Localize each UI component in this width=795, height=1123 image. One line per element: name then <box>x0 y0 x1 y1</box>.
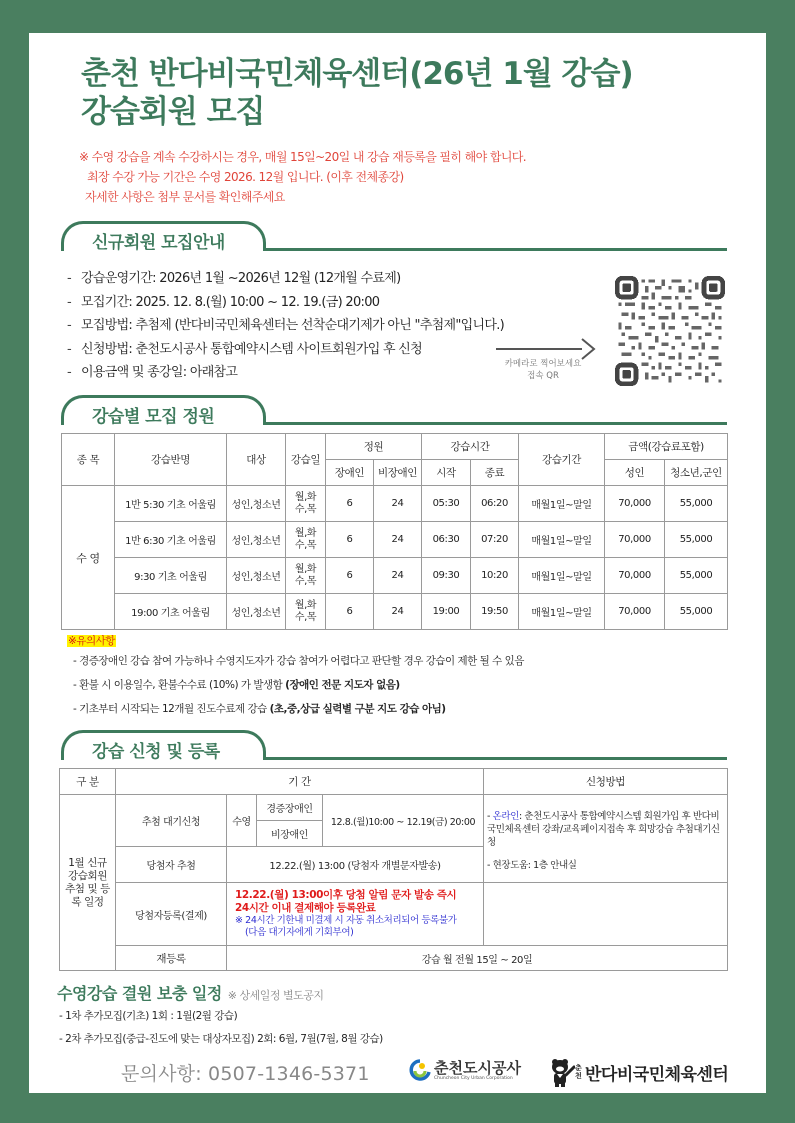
fee-adult-cell: 70,000 <box>605 522 665 558</box>
table-header-row <box>60 769 728 795</box>
caution-item-text: - 환불 시 이용일수, 환불수수료 (10%) 가 발생함 <box>73 679 286 691</box>
contact-info: 문의사항: 0507-1346-5371 <box>121 1063 370 1085</box>
end-cell: 06:20 <box>471 486 519 522</box>
lottery-period-cell: 12.8.(월)10:00 ~ 12.19(금) 20:00 <box>323 795 484 847</box>
header-category: 구 분 <box>60 769 116 795</box>
section-header-quota <box>61 395 727 425</box>
caution-item: - 경증장애인 강습 참여 가능하나 수영지도자가 강습 참여가 어렵다고 판단할 경우 강습이 제한 될 수 있음 <box>73 655 524 667</box>
days-cell <box>286 522 326 558</box>
info-item: - 모집방법: 추첨제 (반다비국민체육센터는 선착순대기제가 아닌 "추첨제"입니다.) <box>67 314 504 338</box>
fee-youth-cell: 55,000 <box>665 594 728 630</box>
method-online: - 온라인: 춘천도시공사 통합예약시스템 회원가입 후 반다비국민체육센터 강좌/교육페이지접속 후 희망강습 추첨대기신청 <box>487 810 720 848</box>
reregister-period-cell: 강습 월 전월 15일 ~ 20일 <box>227 946 728 971</box>
end-cell: 19:50 <box>471 594 519 630</box>
end-cell: 07:20 <box>471 522 519 558</box>
draw-period-cell: 12.22.(월) 13:00 (당첨자 개별문자발송) <box>227 847 484 883</box>
bear-mascot-icon <box>549 1057 575 1087</box>
class-name-cell: 9:30 기초 어울림 <box>115 558 227 594</box>
quota-disabled-cell: 6 <box>326 486 374 522</box>
chuncheon-urban-logo <box>408 1059 521 1081</box>
header-quota-disabled: 장애인 <box>326 460 374 486</box>
info-item: - 강습운영기간: 2026년 1월 ~2026년 12월 (12개월 수료제) <box>67 267 504 291</box>
header-time: 강습시간 <box>422 434 519 460</box>
section-header-registration <box>61 730 727 760</box>
title-line-1: 춘천 반다비국민체육센터(26년 1월 강습) <box>81 56 633 92</box>
days-line-1: 월,화 <box>294 491 317 503</box>
payment-period-cell <box>227 883 484 946</box>
header-sport: 종 목 <box>62 434 115 486</box>
sport-cell: 수 영 <box>62 486 115 630</box>
period-cell: 매월1일~말일 <box>519 594 605 630</box>
days-cell <box>286 486 326 522</box>
header-quota: 정원 <box>326 434 422 460</box>
supplement-item: - 2차 추가모집(중급-진도에 맞는 대상자모집) 2회: 6월, 7월(7월, 8월 강습) <box>59 1033 383 1045</box>
quota-disabled-cell: 6 <box>326 522 374 558</box>
target-cell: 성인,청소년 <box>227 522 286 558</box>
header-quota-nondisabled: 비장애인 <box>374 460 422 486</box>
page-title <box>81 55 633 131</box>
start-cell: 05:30 <box>422 486 471 522</box>
section-tab <box>61 730 266 760</box>
top-notes <box>79 147 526 207</box>
payment-warning-1: ※ 24시간 기한내 미결제 시 자동 취소처리되어 등록불가 <box>235 915 457 926</box>
org2-name: 반다비국민체육센터 <box>585 1064 729 1085</box>
supplement-list <box>59 1005 383 1051</box>
table-row <box>62 594 728 630</box>
class-name-cell: 1반 5:30 기초 어울림 <box>115 486 227 522</box>
period-cell: 매월1일~말일 <box>519 522 605 558</box>
qr-caption-line-2: 접속 QR <box>527 371 559 381</box>
class-name-cell: 19:00 기초 어울림 <box>115 594 227 630</box>
info-item: - 모집기간: 2025. 12. 8.(월) 10:00 ~ 12. 19.(금) 20:00 <box>67 291 504 315</box>
table-row <box>60 883 728 946</box>
caution-item <box>67 673 524 697</box>
header-fee: 금액(강습료포함) <box>605 434 728 460</box>
bandabi-logo <box>549 1057 728 1087</box>
header-end: 종료 <box>471 460 519 486</box>
qr-caption <box>489 358 597 382</box>
poster-panel <box>29 33 766 1093</box>
header-method: 신청방법 <box>484 769 728 795</box>
method-cell <box>484 795 728 883</box>
non-disabled-cell: 비장애인 <box>257 821 323 847</box>
online-text: : 춘천도시공사 통합예약시스템 회원가입 후 반다비국민체육센터 강좌/교육페이지접속 후 희망강습 추첨대기신청 <box>487 810 720 848</box>
info-item: - 이용금액 및 종강일: 아래참고 <box>67 361 504 385</box>
end-cell: 10:20 <box>471 558 519 594</box>
reregister-label-cell: 재등록 <box>116 946 227 971</box>
section-title: 강습 신청 및 등록 <box>92 742 220 762</box>
note-1: ※ 수영 강습을 계속 수강하시는 경우, 매월 15일~20일 내 강습 재등록을 필히 해야 합니다. <box>79 150 527 164</box>
fee-adult-cell: 70,000 <box>605 486 665 522</box>
days-line-1: 월,화 <box>294 599 317 611</box>
info-item: - 신청방법: 춘천도시공사 통합예약시스템 사이트회원가입 후 신청 <box>67 338 504 362</box>
table-header-row <box>62 434 728 460</box>
fee-youth-cell: 55,000 <box>665 486 728 522</box>
caution-item <box>67 697 524 721</box>
header-start: 시작 <box>422 460 471 486</box>
payment-label-cell: 당첨자등록(결제) <box>116 883 227 946</box>
payment-alert-2: 24시간 이내 결제해야 등록완료 <box>235 902 376 914</box>
header-fee-adult: 성인 <box>605 460 665 486</box>
section-divider <box>263 248 727 251</box>
fee-adult-cell: 70,000 <box>605 594 665 630</box>
org2-prefix: 춘천 <box>575 1064 582 1080</box>
quota-table <box>61 433 728 630</box>
fee-youth-cell: 55,000 <box>665 522 728 558</box>
start-cell: 19:00 <box>422 594 471 630</box>
period-cell: 매월1일~말일 <box>519 486 605 522</box>
table-row <box>62 486 728 522</box>
header-days: 강습일 <box>286 434 326 486</box>
qr-code-icon[interactable] <box>615 276 725 386</box>
caution-label: ※유의사항 <box>68 635 115 647</box>
supplement-item: - 1차 추가모집(기초) 1회 : 1월(2월 강습) <box>59 1010 238 1022</box>
header-class-name: 강습반명 <box>115 434 227 486</box>
table-row <box>62 558 728 594</box>
days-line-1: 월,화 <box>294 527 317 539</box>
quota-nondisabled-cell: 24 <box>374 594 422 630</box>
quota-nondisabled-cell: 24 <box>374 522 422 558</box>
section-header-recruit <box>61 221 727 251</box>
quota-disabled-cell: 6 <box>326 558 374 594</box>
group-label-cell: 1월 신규 강습회원 추첨 및 등록 일정 <box>60 795 116 971</box>
section-title: 강습별 모집 정원 <box>92 407 215 427</box>
supplement-heading <box>57 981 324 1004</box>
fee-adult-cell: 70,000 <box>605 558 665 594</box>
qr-caption-line-1: 카메라로 찍어보세요 <box>504 359 582 369</box>
target-cell: 성인,청소년 <box>227 486 286 522</box>
title-line-2: 강습회원 모집 <box>81 94 265 130</box>
note-2: 최장 수강 가능 기간은 수영 2026. 12월 입니다. (이후 전체종강) <box>87 170 404 184</box>
caution-notes <box>67 633 524 721</box>
chuncheon-urban-emblem-icon <box>408 1059 432 1081</box>
lottery-label-cell: 추첨 대기신청 <box>116 795 227 847</box>
supplement-note: ※ 상세일정 별도공지 <box>227 989 324 1002</box>
table-row <box>60 795 728 821</box>
header-target: 대상 <box>227 434 286 486</box>
payment-warning-2: (다음 대기자에게 기회부여) <box>245 927 354 938</box>
section-divider <box>263 422 727 425</box>
section-title: 신규회원 모집안내 <box>92 233 225 253</box>
start-cell: 06:30 <box>422 522 471 558</box>
empty-method-cell <box>484 883 728 946</box>
lottery-sport-cell: 수영 <box>227 795 257 847</box>
org1-english: Chuncheon City Urban Corporation <box>434 1075 513 1081</box>
start-cell: 09:30 <box>422 558 471 594</box>
quota-nondisabled-cell: 24 <box>374 558 422 594</box>
registration-table <box>59 768 728 971</box>
target-cell: 성인,청소년 <box>227 558 286 594</box>
quota-disabled-cell: 6 <box>326 594 374 630</box>
online-label: 온라인 <box>492 810 519 822</box>
caution-item-text: - 기초부터 시작되는 12개월 진도수료제 강습 <box>73 703 270 715</box>
days-cell <box>286 594 326 630</box>
note-3: 자세한 사항은 첨부 문서를 확인해주세요 <box>85 190 285 204</box>
header-period: 강습기간 <box>519 434 605 486</box>
caution-item-bold: (장애인 전문 지도자 없음) <box>285 679 400 691</box>
section-divider <box>263 757 727 760</box>
caution-item-bold: (초,중,상급 실력별 구분 지도 강습 아님) <box>269 703 446 715</box>
period-cell: 매월1일~말일 <box>519 558 605 594</box>
class-name-cell: 1반 6:30 기초 어울림 <box>115 522 227 558</box>
table-row <box>62 522 728 558</box>
payment-alert-1: 12.22.(월) 13:00이후 당첨 알림 문자 발송 즉시 <box>235 889 457 901</box>
org1-name: 춘천도시공사 <box>434 1058 521 1077</box>
header-fee-youth: 청소년,군인 <box>665 460 728 486</box>
days-line-2: 수,목 <box>294 611 317 623</box>
days-cell <box>286 558 326 594</box>
days-line-2: 수,목 <box>294 575 317 587</box>
days-line-2: 수,목 <box>294 539 317 551</box>
quota-nondisabled-cell: 24 <box>374 486 422 522</box>
mild-disabled-cell: 경증장애인 <box>257 795 323 821</box>
table-row <box>60 946 728 971</box>
recruit-info-list <box>67 267 504 385</box>
method-onsite: - 현장도움: 1층 안내실 <box>487 859 577 871</box>
draw-label-cell: 당첨자 추첨 <box>116 847 227 883</box>
days-line-1: 월,화 <box>294 563 317 575</box>
header-period: 기 간 <box>116 769 484 795</box>
days-line-2: 수,목 <box>294 503 317 515</box>
fee-youth-cell: 55,000 <box>665 558 728 594</box>
section-tab <box>61 395 266 425</box>
target-cell: 성인,청소년 <box>227 594 286 630</box>
supplement-title: 수영강습 결원 보충 일정 <box>57 984 222 1003</box>
section-tab <box>61 221 266 251</box>
